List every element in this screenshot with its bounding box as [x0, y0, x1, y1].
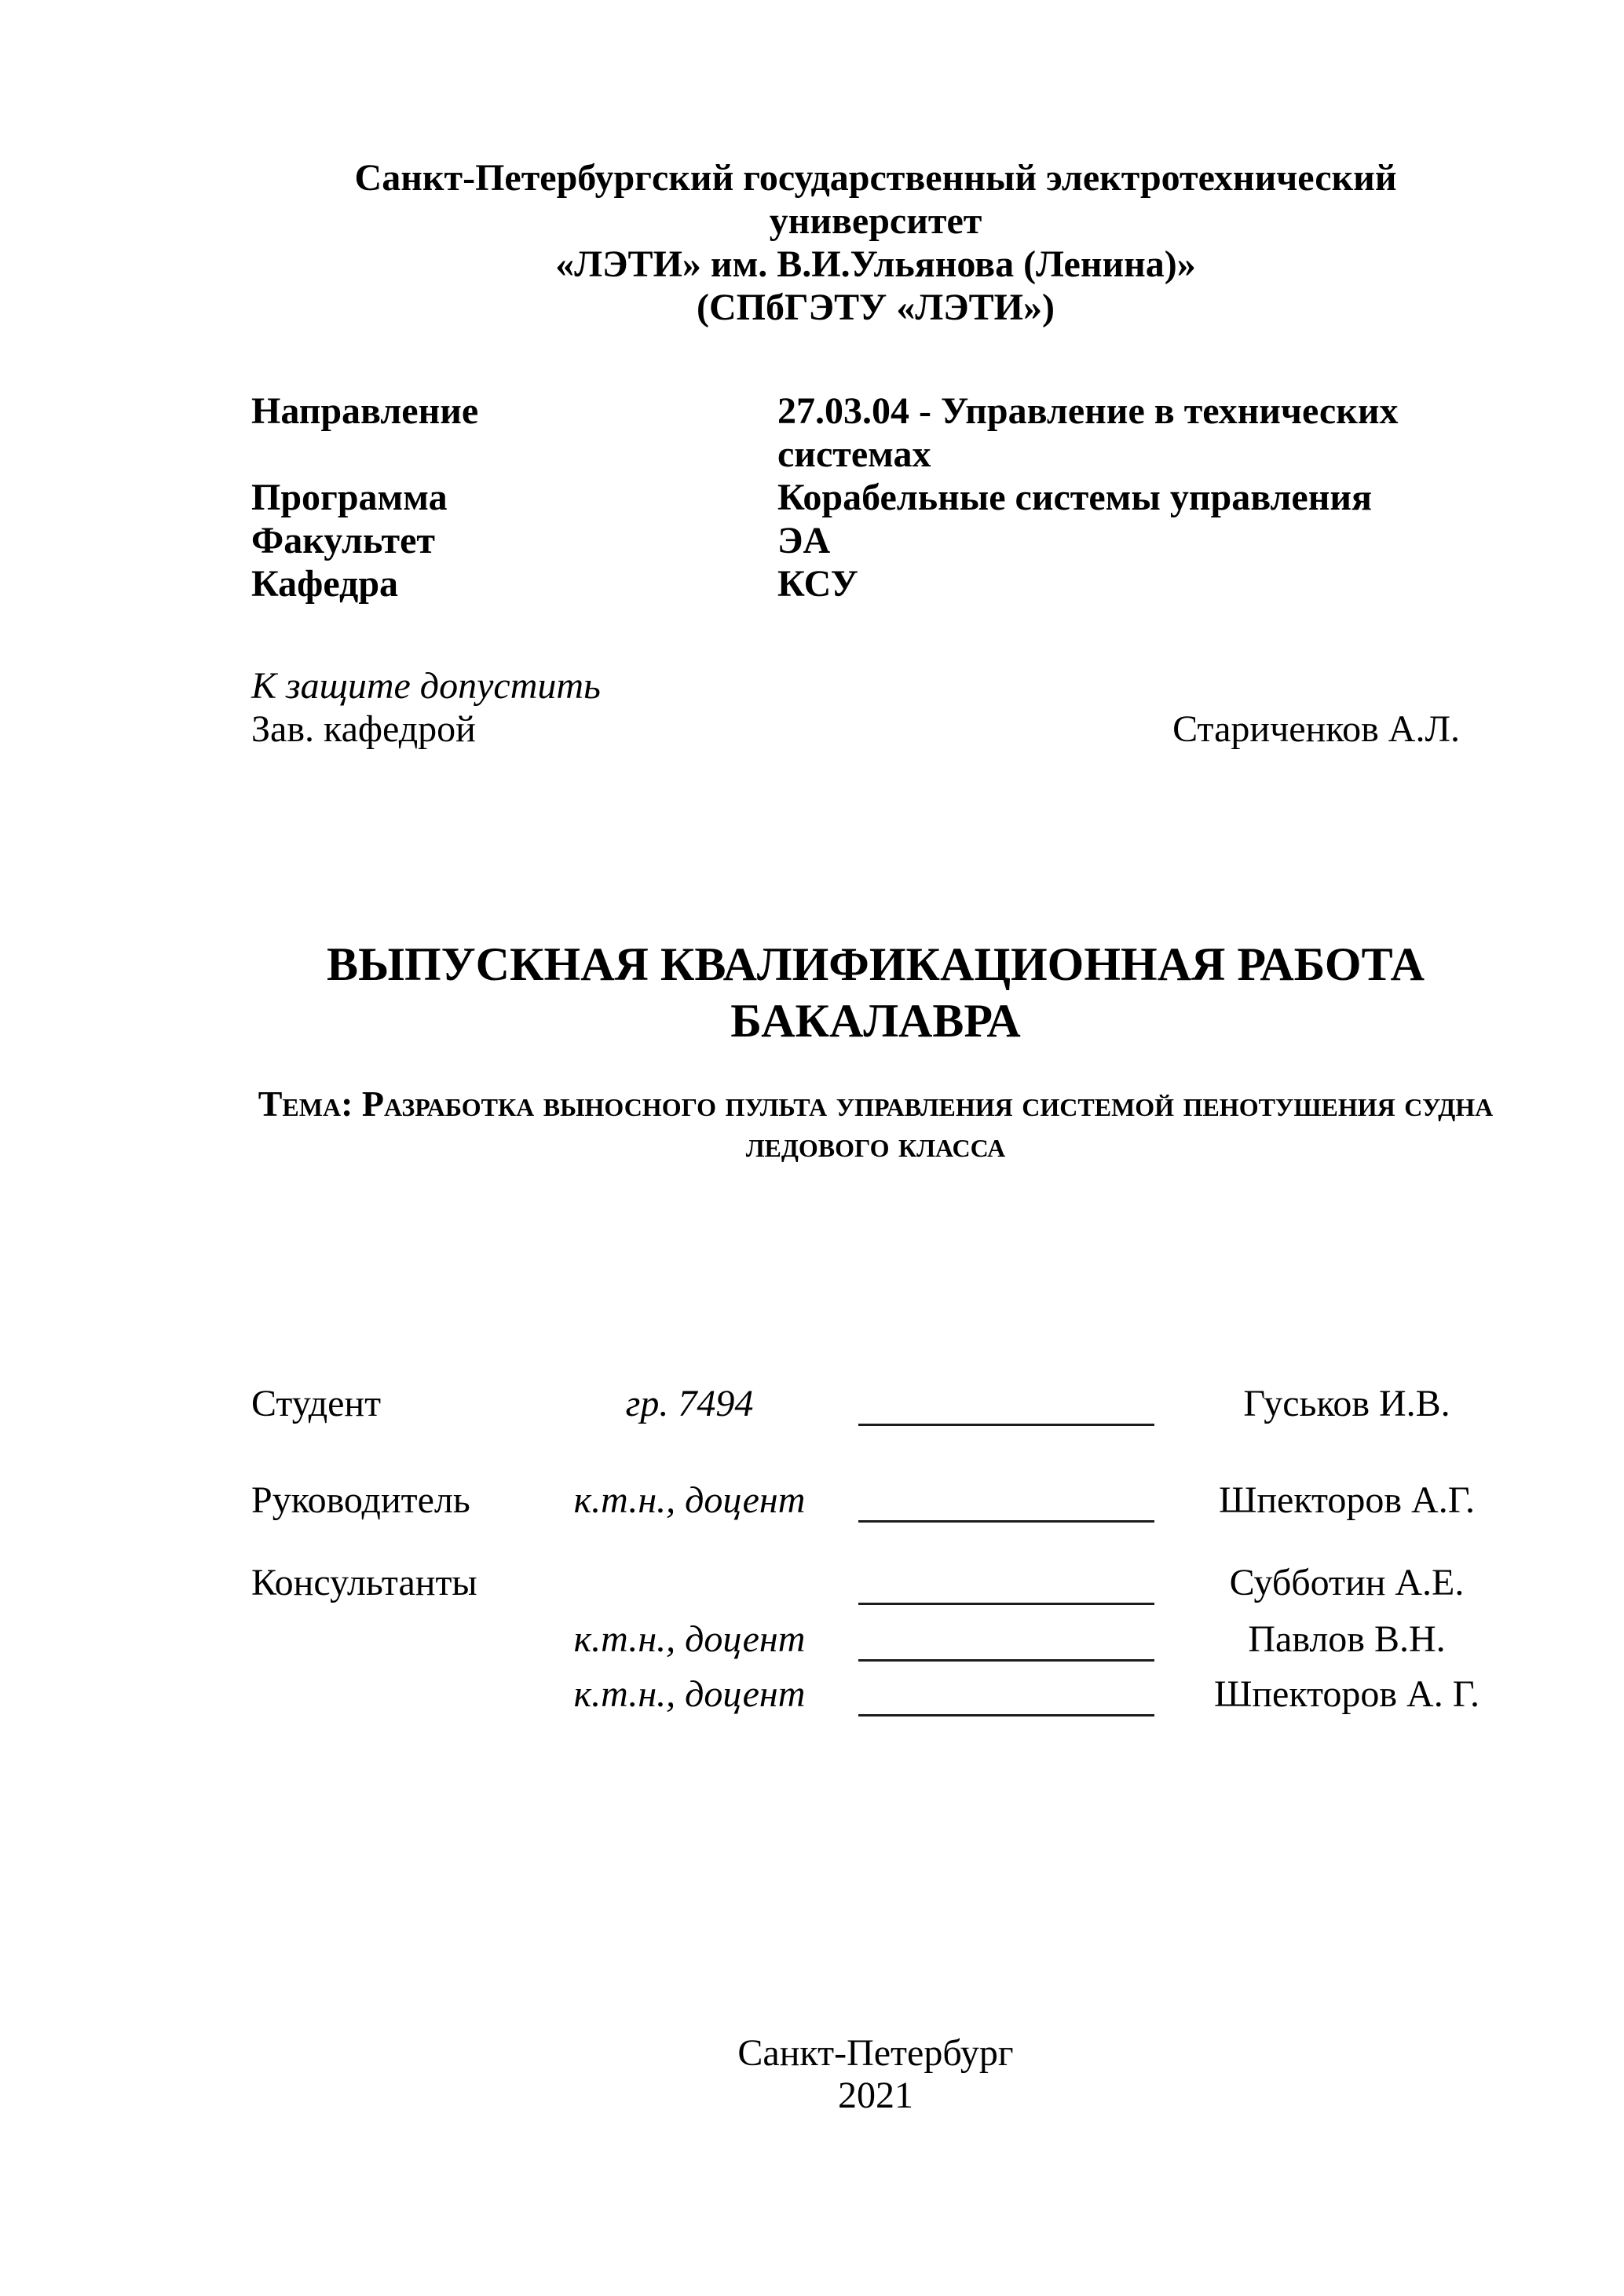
university-header-line: Санкт-Петербургский государственный электротехнический [354, 157, 1397, 199]
signature-role-label: Руководитель [251, 1479, 470, 1521]
signature-row-student [251, 1378, 1500, 1428]
signature-name: Шпекторов А. Г. [1213, 1673, 1480, 1715]
signature-row-consultant-3 [251, 1669, 1500, 1719]
info-value-department: КСУ [777, 563, 858, 605]
work-title-line: ВЫПУСКНАЯ КВАЛИФИКАЦИОННАЯ РАБОТА [327, 938, 1425, 990]
university-header [251, 156, 1500, 329]
signature-role-label: Консультанты [251, 1561, 477, 1603]
info-label-program: Программа [251, 477, 448, 518]
theme-block [251, 1084, 1500, 1165]
university-header-line: (СПбГЭТУ «ЛЭТИ») [697, 287, 1055, 328]
info-label-faculty: Факультет [251, 520, 435, 561]
signature-line [858, 1603, 1154, 1605]
info-value-faculty: ЭА [777, 520, 831, 561]
work-title [251, 936, 1500, 1049]
signature-name: Субботин А.Е. [1229, 1561, 1465, 1603]
footer-city: Санкт-Петербург [737, 2032, 1014, 2074]
signature-line [858, 1659, 1154, 1662]
approver-role: Зав. кафедрой [251, 708, 476, 750]
signature-line-wrap [821, 1378, 1194, 1428]
footer-year: 2021 [838, 2075, 913, 2116]
signature-line-wrap [821, 1669, 1194, 1719]
theme-label: Тема: [258, 1084, 353, 1124]
signature-row-supervisor [251, 1475, 1500, 1525]
info-label-direction: Направление [251, 390, 479, 432]
admission-note: К защите допустить [251, 665, 601, 707]
signature-name: Шпекторов А.Г. [1218, 1479, 1476, 1521]
admission-row [251, 707, 1500, 751]
signature-line-wrap [821, 1614, 1194, 1664]
info-value-direction: 27.03.04 - Управление в технических системах [777, 390, 1399, 475]
signature-qualifier: к.т.н., доцент [573, 1618, 806, 1660]
work-title-line: БАКАЛАВРА [730, 995, 1021, 1047]
university-header-line: «ЛЭТИ» им. В.И.Ульянова (Ленина)» [555, 243, 1196, 285]
signatures-block [251, 1378, 1500, 1719]
signature-line [858, 1424, 1154, 1426]
signature-name: Павлов В.Н. [1248, 1618, 1446, 1660]
signature-row-consultant-1 [251, 1557, 1500, 1607]
admission-block [251, 664, 1500, 751]
signature-line-wrap [821, 1557, 1194, 1607]
theme-text: Разработка выносного пульта управления системой пенотушения судна ледового класса [361, 1084, 1494, 1164]
info-value-program: Корабельные системы управления [777, 477, 1373, 518]
info-label-department: Кафедра [251, 563, 399, 605]
footer [251, 2032, 1500, 2117]
signature-row-consultant-2 [251, 1614, 1500, 1664]
signature-line [858, 1714, 1154, 1717]
signature-qualifier: к.т.н., доцент [573, 1673, 806, 1715]
signature-qualifier: к.т.н., доцент [573, 1479, 806, 1521]
signature-name: Гуськов И.В. [1243, 1382, 1450, 1424]
signature-qualifier: гр. 7494 [625, 1382, 754, 1424]
university-header-line: университет [769, 200, 982, 242]
info-table [251, 389, 1500, 605]
approver-name: Стариченков А.Л. [1172, 708, 1460, 750]
signature-role-label: Студент [251, 1382, 382, 1424]
signature-line-wrap [821, 1475, 1194, 1525]
signature-line [858, 1520, 1154, 1523]
